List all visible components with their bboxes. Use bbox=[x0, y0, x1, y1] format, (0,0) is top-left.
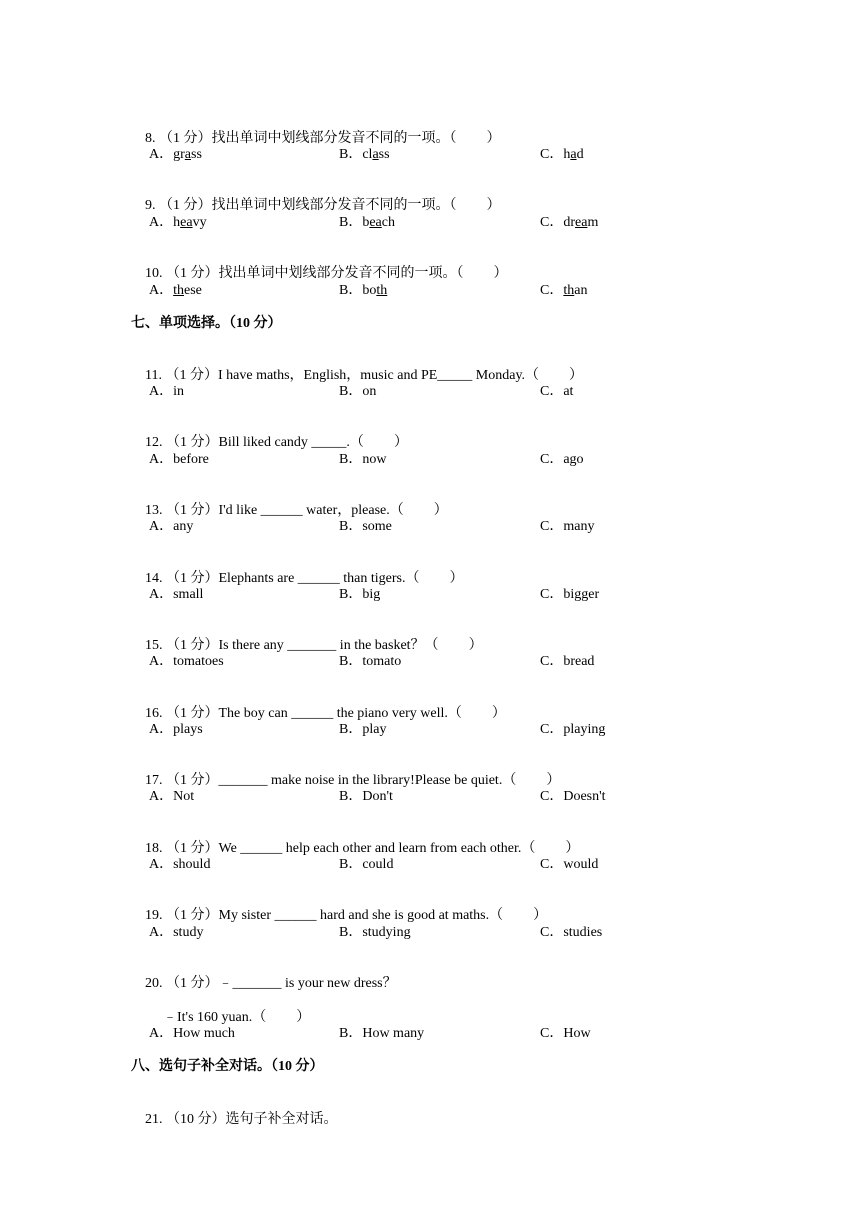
option-c: C．dream bbox=[540, 215, 599, 230]
option-c: C．many bbox=[540, 519, 595, 534]
question-number: 17. bbox=[145, 773, 163, 788]
option-a: A．before bbox=[149, 452, 209, 467]
option-b: B．studying bbox=[339, 925, 411, 940]
options-18 bbox=[149, 856, 749, 874]
question-stem: （1 分）Bill liked candy _____.（ bbox=[166, 435, 364, 450]
close-paren: ） bbox=[449, 571, 464, 586]
question-number: 8. bbox=[145, 131, 156, 146]
question-stem: （1 分）找出单词中划线部分发音不同的一项。（ bbox=[166, 266, 464, 281]
option-b: B．on bbox=[339, 384, 377, 399]
option-b: B．both bbox=[339, 283, 388, 298]
option-c: C．Doesn't bbox=[540, 789, 606, 804]
option-a: A．plays bbox=[149, 722, 203, 737]
close-paren: ） bbox=[546, 773, 561, 788]
option-c: C．bread bbox=[540, 654, 595, 669]
option-b: B．Don't bbox=[339, 789, 393, 804]
options-20 bbox=[149, 1025, 749, 1043]
section-heading-7: 七、单项选择。（10 分） bbox=[131, 316, 282, 331]
option-a: A．tomatoes bbox=[149, 654, 224, 669]
question-stem: （10 分）选句子补全对话。 bbox=[166, 1112, 338, 1127]
close-paren: ） bbox=[296, 1010, 311, 1025]
option-c: C．had bbox=[540, 147, 584, 162]
option-c: C．at bbox=[540, 384, 574, 399]
option-c: C．How bbox=[540, 1026, 591, 1041]
question-stem: （1 分）The boy can ______ the piano very well.（ bbox=[166, 706, 462, 721]
question-number: 9. bbox=[145, 198, 156, 213]
option-a: A．Not bbox=[149, 789, 195, 804]
question-number: 20. bbox=[145, 976, 163, 991]
question-stem: （1 分）_______ make noise in the library!Please be quiet.（ bbox=[166, 773, 517, 788]
option-a: A．grass bbox=[149, 147, 202, 162]
option-c: C．studies bbox=[540, 925, 603, 940]
close-paren: ） bbox=[486, 131, 501, 146]
option-a: A．heavy bbox=[149, 215, 207, 230]
options-9 bbox=[149, 214, 749, 232]
close-paren: ） bbox=[565, 841, 580, 856]
question-21 bbox=[131, 1093, 338, 1147]
options-8 bbox=[149, 146, 749, 164]
close-paren: ） bbox=[468, 638, 483, 653]
option-a: A．small bbox=[149, 587, 204, 602]
close-paren: ） bbox=[493, 266, 508, 281]
option-c: C．would bbox=[540, 857, 599, 872]
option-b: B．now bbox=[339, 452, 387, 467]
question-number: 16. bbox=[145, 706, 163, 721]
question-stem: （1 分）I'd like ______ water，please.（ bbox=[166, 503, 404, 518]
section-heading-8: 八、选句子补全对话。（10 分） bbox=[131, 1059, 324, 1074]
option-b: B．some bbox=[339, 519, 392, 534]
question-stem: （1 分）﹣_______ is your new dress？ bbox=[166, 976, 397, 991]
option-c: C．ago bbox=[540, 452, 584, 467]
close-paren: ） bbox=[491, 706, 506, 721]
options-19 bbox=[149, 924, 749, 942]
option-a: A．study bbox=[149, 925, 204, 940]
option-b: B．tomato bbox=[339, 654, 402, 669]
option-a: A．any bbox=[149, 519, 194, 534]
question-stem: （1 分）Elephants are ______ than tigers.（ bbox=[166, 571, 420, 586]
question-number: 11. bbox=[145, 368, 162, 383]
option-b: B．How many bbox=[339, 1026, 425, 1041]
option-b: B．could bbox=[339, 857, 394, 872]
option-a: A．should bbox=[149, 857, 211, 872]
option-b: B．beach bbox=[339, 215, 395, 230]
close-paren: ） bbox=[569, 368, 584, 383]
options-14 bbox=[149, 586, 749, 604]
dialog-reply: ﹣It's 160 yuan.（ bbox=[163, 1010, 267, 1025]
close-paren: ） bbox=[433, 503, 448, 518]
options-13 bbox=[149, 518, 749, 536]
options-12 bbox=[149, 451, 749, 469]
option-a: A．these bbox=[149, 283, 202, 298]
question-number: 15. bbox=[145, 638, 163, 653]
close-paren: ） bbox=[486, 198, 501, 213]
option-c: C．playing bbox=[540, 722, 606, 737]
options-11 bbox=[149, 383, 749, 401]
question-stem: （1 分）找出单词中划线部分发音不同的一项。（ bbox=[159, 131, 457, 146]
question-number: 12. bbox=[145, 435, 163, 450]
option-c: C．than bbox=[540, 283, 588, 298]
option-a: A．in bbox=[149, 384, 184, 399]
question-stem: （1 分）My sister ______ hard and she is good at maths.（ bbox=[166, 908, 504, 923]
option-c: C．bigger bbox=[540, 587, 600, 602]
question-number: 18. bbox=[145, 841, 163, 856]
question-number: 10. bbox=[145, 266, 163, 281]
question-number: 13. bbox=[145, 503, 163, 518]
question-number: 19. bbox=[145, 908, 163, 923]
question-number: 14. bbox=[145, 571, 163, 586]
question-stem: （1 分）Is there any _______ in the basket？（ bbox=[166, 638, 439, 653]
options-16 bbox=[149, 721, 749, 739]
option-b: B．class bbox=[339, 147, 390, 162]
close-paren: ） bbox=[533, 908, 548, 923]
option-b: B．big bbox=[339, 587, 381, 602]
question-stem: （1 分）We ______ help each other and learn from each other.（ bbox=[166, 841, 536, 856]
question-stem: （1 分）I have maths，English，music and PE_____ Monday.（ bbox=[165, 368, 540, 383]
options-17 bbox=[149, 788, 749, 806]
question-stem: （1 分）找出单词中划线部分发音不同的一项。（ bbox=[159, 198, 457, 213]
close-paren: ） bbox=[393, 435, 408, 450]
option-a: A．How much bbox=[149, 1026, 235, 1041]
options-15 bbox=[149, 653, 749, 671]
options-10 bbox=[149, 282, 749, 300]
option-b: B．play bbox=[339, 722, 387, 737]
question-number: 21. bbox=[145, 1112, 163, 1127]
